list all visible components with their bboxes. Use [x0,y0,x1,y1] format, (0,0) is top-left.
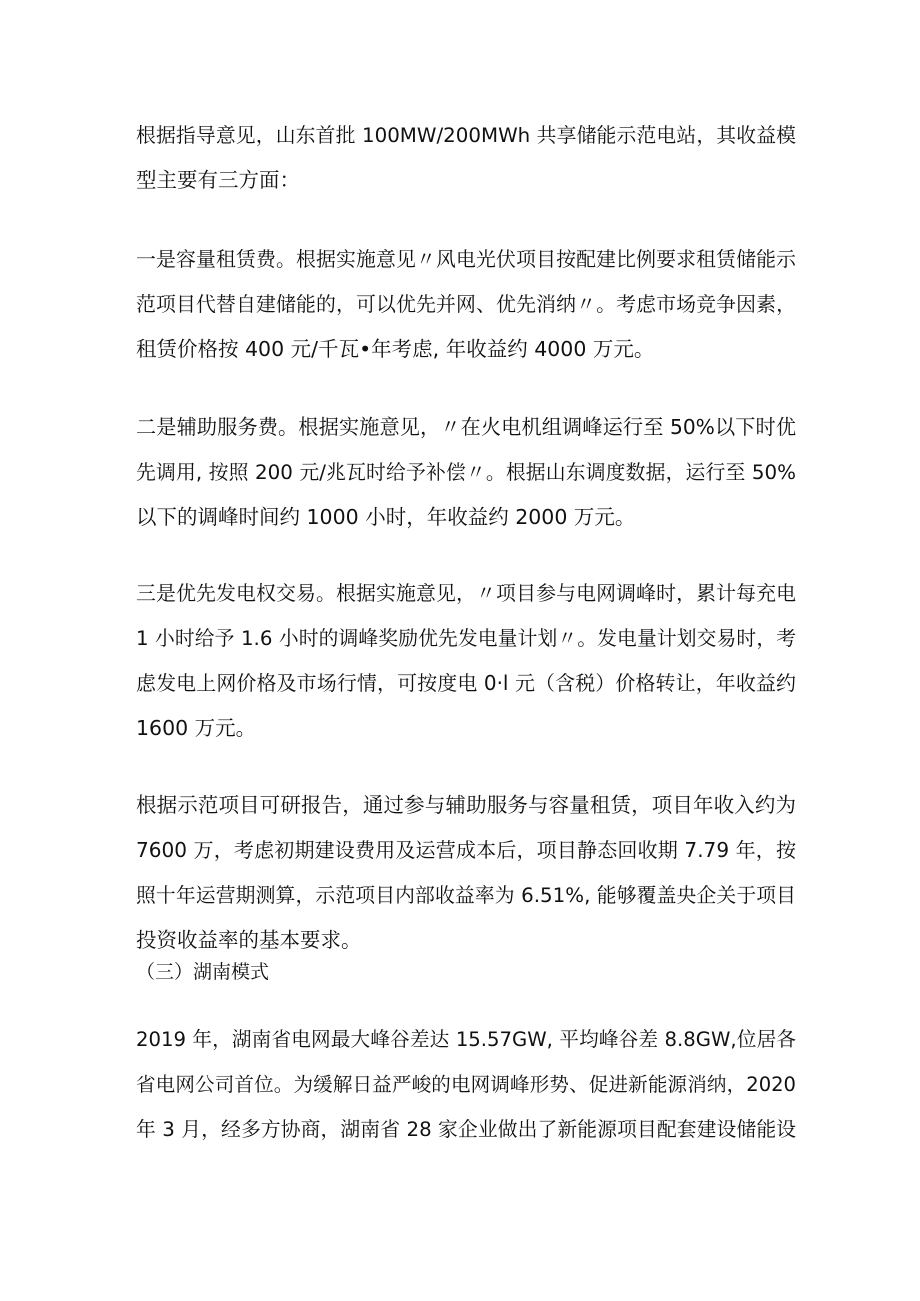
paragraph-ancillary-service [136,405,796,540]
section-heading: （三）湖南模式 [136,961,270,983]
text-line: 根据指导意见，山东首批 100MW/200MWh 共享储能示范电站，其收益模 [136,124,796,147]
text-line: 三是优先发电权交易。根据实施意见，〃项目参与电网调峰时，累计每充电 [136,582,796,605]
text-line: 型主要有三方面： [136,168,300,192]
text-line: 投资收益率的基本要求。 [136,928,362,952]
paragraph-shandong-intro [136,113,796,203]
text-line: 根据示范项目可研报告，通过参与辅助服务与容量租赁，项目年收入约为 [136,793,796,817]
paragraph-capacity-lease [136,237,796,372]
text-line: 1600 万元。 [136,716,257,740]
text-line: 年 3 月，经多方协商，湖南省 28 家企业做出了新能源项目配套建设储能设 [136,1118,796,1141]
text-line: 先调用, 按照 200 元/兆瓦时给予补偿〃。根据山东调度数据，运行至 50% [136,461,796,484]
text-line: 一是容量租赁费。根据实施意见〃风电光伏项目按配建比例要求租赁储能示 [136,248,796,271]
paragraph-feasibility-report [136,783,796,963]
text-line: 1 小时给予 1.6 小时的调峰奖励优先发电量计划〃。发电量计划交易时，考 [136,627,796,650]
text-line: 虑发电上网价格及市场行情，可按度电 0·l 元（含税）价格转让，年收益约 [136,671,796,695]
paragraph-hunan-grid [136,1017,796,1152]
text-line: 范项目代替自建储能的，可以优先并网、优先消纳〃。考虑市场竞争因素， [136,293,796,316]
text-line: 省电网公司首位。为缓解日益严峻的电网调峰形势、促进新能源消纳，2020 [136,1073,796,1096]
paragraph-priority-generation [136,571,796,751]
text-line: 以下的调峰时间约 1000 小时，年收益约 2000 万元。 [136,505,636,529]
text-line: 照十年运营期测算，示范项目内部收益率为 6.51%, 能够覆盖央企关于项目 [136,884,796,907]
section-heading-hunan-model [136,957,796,987]
text-line: 2019 年，湖南省电网最大峰谷差达 15.57GW, 平均峰谷差 8.8GW,位居各 [136,1028,796,1051]
text-line: 二是辅助服务费。根据实施意见，〃在火电机组调峰运行至 50%以下时优 [136,415,796,439]
text-line: 7600 万，考虑初期建设费用及运营成本后，项目静态回收期 7.79 年，按 [136,838,796,862]
text-line: 租赁价格按 400 元/千瓦•年考虑, 年收益约 4000 万元。 [136,337,655,361]
